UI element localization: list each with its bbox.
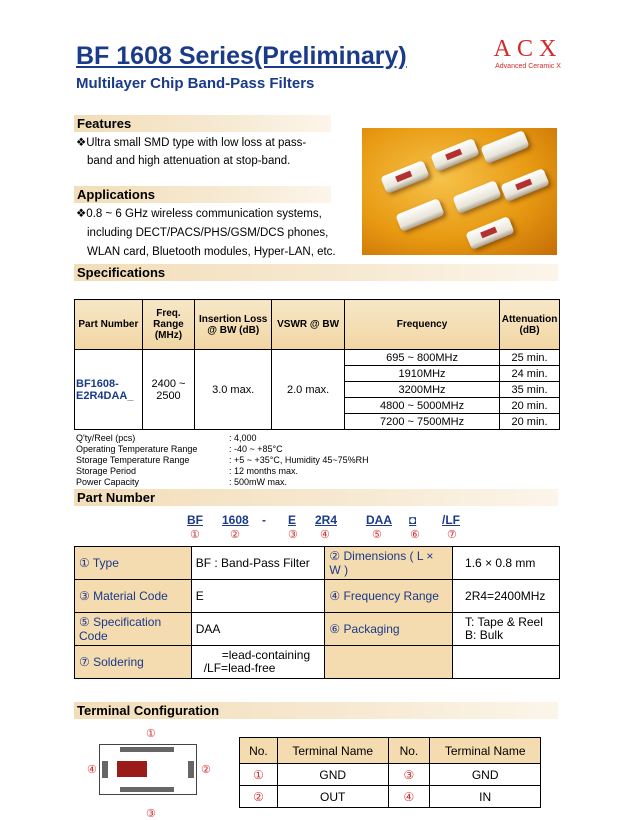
logo-subtext: Advanced Ceramic X (495, 63, 561, 70)
attenuation-frequency: 3200MHz (345, 382, 500, 398)
terminal-no: ③ (388, 764, 430, 786)
pn-code-size: 1608 (222, 513, 249, 527)
page-title: BF 1608 Series(Preliminary) (76, 42, 407, 70)
pn-label-material: ③ Material Code (75, 580, 192, 613)
pn-label-packaging: ⑥ Packaging (325, 613, 453, 646)
specifications-table (74, 299, 560, 430)
terminal-header-name: Terminal Name (277, 738, 388, 764)
pn-label-dimensions: ② Dimensions ( L × W ) (325, 547, 453, 580)
pn-value-packaging (453, 613, 560, 646)
part-number-heading: Part Number (74, 489, 558, 506)
terminal-header-no: No. (388, 738, 430, 764)
pn-code-packaging: ◘ (409, 513, 417, 527)
terminal-pad-top (120, 747, 174, 752)
chip-image (500, 168, 549, 202)
attenuation-value: 20 min. (500, 398, 560, 414)
chip-image (465, 216, 514, 250)
info-label: Storage Temperature Range (76, 455, 190, 465)
applications-heading: Applications (74, 186, 331, 203)
attenuation-value: 25 min. (500, 350, 560, 366)
spec-header-vswr: VSWR @ BW (272, 300, 345, 350)
attenuation-value: 20 min. (500, 414, 560, 430)
pn-empty-value (453, 646, 560, 679)
terminal-pad-right (188, 761, 194, 778)
spec-header-frequency: Frequency (345, 300, 500, 350)
attenuation-value: 35 min. (500, 382, 560, 398)
info-label: Power Capacity (76, 477, 140, 487)
pn-label-type: ① Type (75, 547, 192, 580)
attenuation-frequency: 695 ~ 800MHz (345, 350, 500, 366)
product-photo (362, 128, 557, 255)
pn-value-material: E (191, 580, 325, 613)
page-subtitle: Multilayer Chip Band-Pass Filters (76, 75, 315, 92)
terminal-no: ② (240, 786, 278, 808)
chip-image (430, 138, 479, 172)
info-value: : 500mW max. (229, 477, 288, 487)
chip-image (380, 160, 429, 194)
info-label: Operating Temperature Range (76, 444, 198, 454)
pn-circle: ⑤ (372, 529, 382, 541)
chip-image (452, 180, 501, 214)
pn-code-spec: DAA (366, 513, 392, 527)
applications-line-2: including DECT/PACS/PHS/GSM/DCS phones, (87, 227, 329, 239)
pn-circle: ② (230, 529, 240, 541)
pn-value-frequency: 2R4=2400MHz (453, 580, 560, 613)
pn-value-dimensions: 1.6 × 0.8 mm (453, 547, 560, 580)
attenuation-value: 24 min. (500, 366, 560, 382)
spec-insertion-loss: 3.0 max. (195, 350, 272, 430)
spec-header-il: Insertion Loss @ BW (dB) (195, 300, 272, 350)
terminal-name: GND (277, 764, 388, 786)
terminal-no: ④ (388, 786, 430, 808)
terminal-pad-left (102, 761, 108, 778)
terminal-name: IN (430, 786, 541, 808)
pn-code-dash: - (262, 513, 266, 527)
pn-code-frequency: 2R4 (315, 513, 338, 527)
pn-value-type: BF : Band-Pass Filter (191, 547, 325, 580)
applications-line-1: ❖0.8 ~ 6 GHz wireless communication systems, (76, 208, 322, 220)
chip-image (395, 198, 444, 232)
pn-circle: ④ (320, 529, 330, 541)
terminal-label-2: ② (201, 764, 211, 776)
brand-logo (488, 36, 568, 71)
specifications-heading: Specifications (74, 264, 558, 281)
pn-circle: ① (190, 529, 200, 541)
pn-code-material: E (288, 513, 297, 527)
features-line-2: band and high attenuation at stop-band. (87, 155, 291, 167)
terminal-header-name: Terminal Name (430, 738, 541, 764)
terminal-table (239, 737, 541, 808)
terminal-name: GND (430, 764, 541, 786)
pn-code-soldering: /LF (442, 513, 460, 527)
terminal-label-4: ④ (87, 764, 97, 776)
pn-soldering-lead: =lead-containing (221, 648, 311, 662)
spec-part-number: BF1608-E2R4DAA_ (75, 350, 143, 430)
info-value: : -40 ~ +85°C (229, 444, 283, 454)
spec-header-attenuation: Attenuation (dB) (500, 300, 560, 350)
terminal-label-3: ③ (146, 808, 156, 820)
attenuation-frequency: 1910MHz (345, 366, 500, 382)
spec-freq-range: 2400 ~ 2500 (142, 350, 194, 430)
pn-packaging-bulk: B: Bulk (465, 628, 504, 642)
features-heading: Features (74, 115, 331, 132)
pn-empty-label (325, 646, 453, 679)
pn-code-series: BF (187, 513, 203, 527)
terminal-name: OUT (277, 786, 388, 808)
spec-header-part: Part Number (75, 300, 143, 350)
spec-vswr: 2.0 max. (272, 350, 345, 430)
pn-value-soldering (191, 646, 325, 679)
pn-value-spec: DAA (191, 613, 325, 646)
features-line-1: ❖Ultra small SMD type with low loss at pass- (76, 137, 307, 149)
attenuation-frequency: 4800 ~ 5000MHz (345, 398, 500, 414)
pn-soldering-leadfree: /LF=lead-free (203, 661, 276, 675)
pn-label-soldering: ⑦ Soldering (75, 646, 192, 679)
pn-label-frequency: ④ Frequency Range (325, 580, 453, 613)
logo-text: ACX (493, 36, 563, 62)
applications-line-3: WLAN card, Bluetooth modules, Hyper-LAN, etc. (87, 246, 336, 258)
pn-label-spec: ⑤ Specification Code (75, 613, 192, 646)
info-value: : 12 months max. (229, 466, 299, 476)
info-label: Storage Period (76, 466, 137, 476)
pn-packaging-tape: T: Tape & Reel (465, 615, 543, 629)
terminal-no: ① (240, 764, 278, 786)
terminal-header-no: No. (240, 738, 278, 764)
attenuation-frequency: 7200 ~ 7500MHz (345, 414, 500, 430)
pn-circle: ⑥ (410, 529, 420, 541)
chip-marking (117, 761, 147, 777)
info-value: : +5 ~ +35°C, Humidity 45~75%RH (229, 455, 369, 465)
spec-header-freq: Freq. Range (MHz) (142, 300, 194, 350)
terminal-pad-bottom (120, 787, 174, 792)
terminal-heading: Terminal Configuration (74, 702, 558, 719)
pn-circle: ③ (288, 529, 298, 541)
terminal-label-1: ① (146, 728, 156, 740)
chip-image (480, 130, 529, 164)
part-number-table (74, 546, 560, 679)
pn-circle: ⑦ (447, 529, 457, 541)
info-value: : 4,000 (229, 433, 257, 443)
info-label: Q'ty/Reel (pcs) (76, 433, 136, 443)
